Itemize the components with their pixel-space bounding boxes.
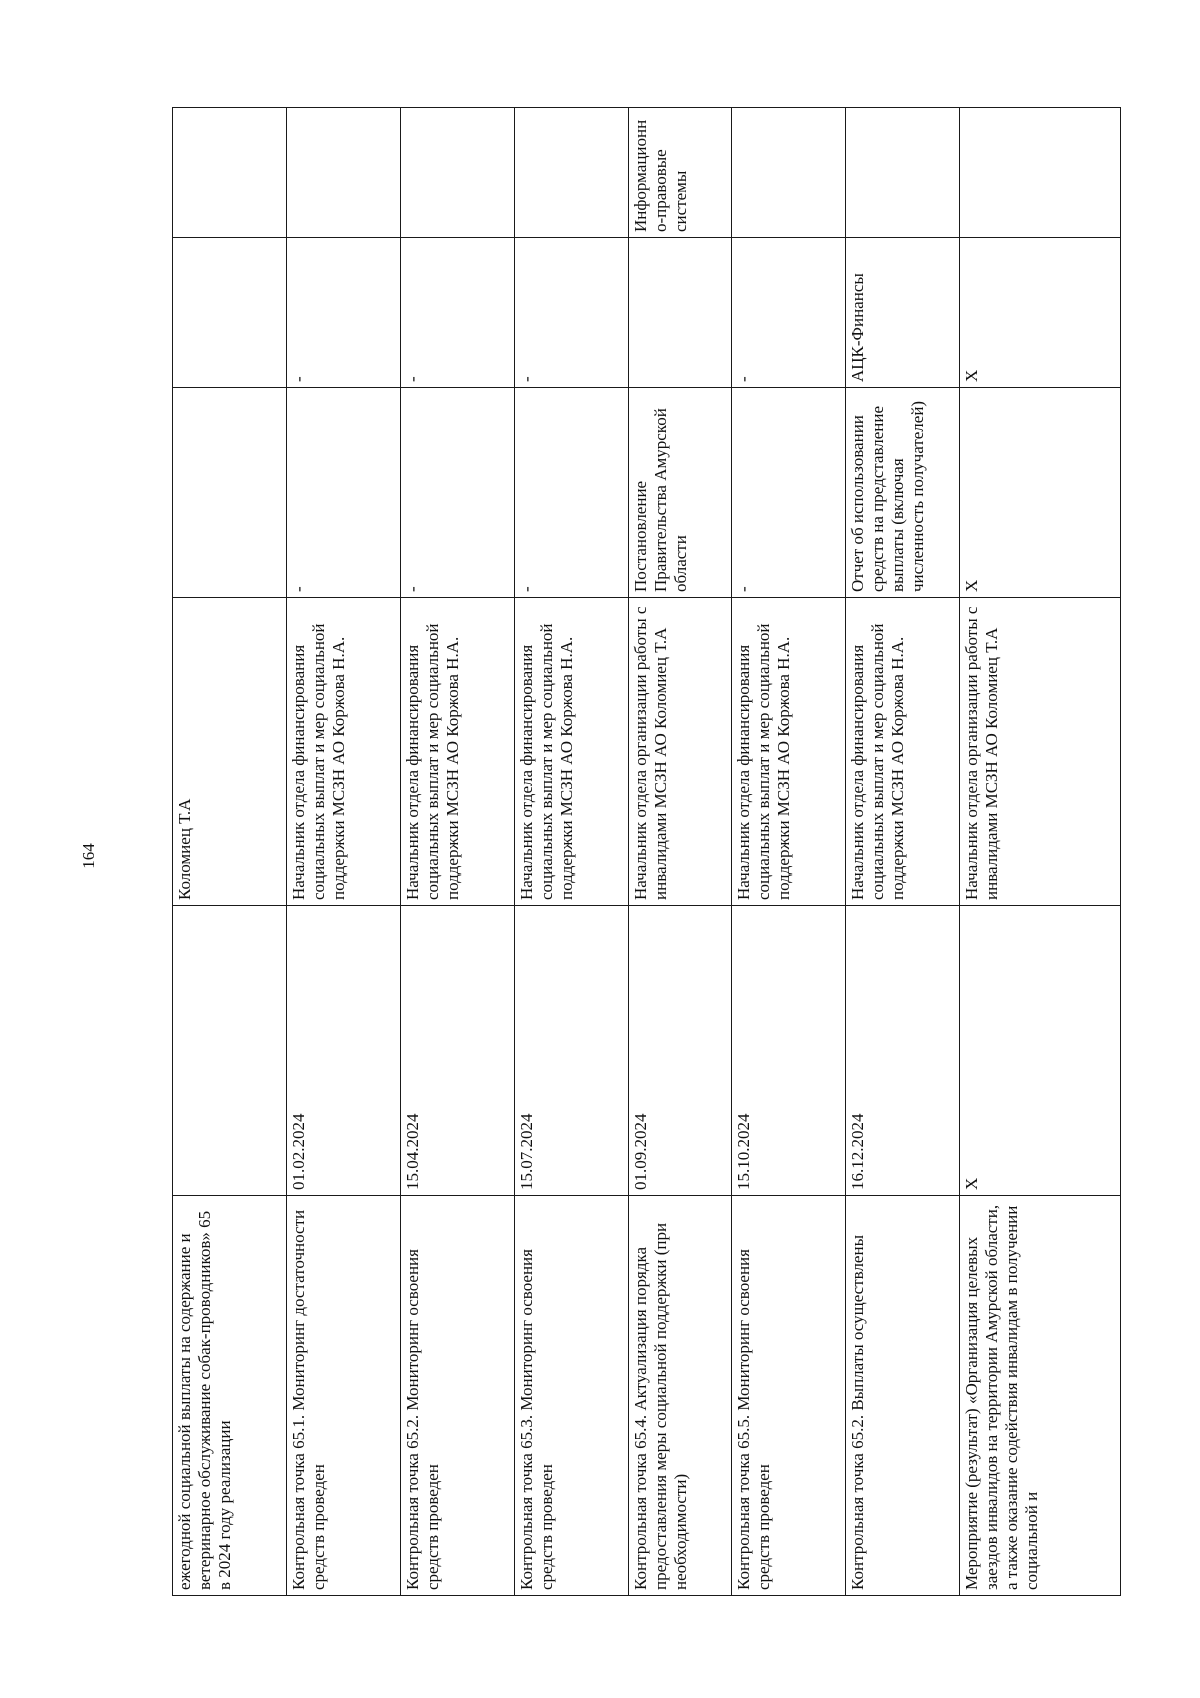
- cell-name: Контрольная точка 65.1. Мониторинг достаточности средств проведен: [287, 1196, 401, 1596]
- table-row: [173, 108, 287, 1596]
- cell-system: [732, 108, 846, 238]
- cell-blank: -: [732, 238, 846, 388]
- rotated-table-container: [172, 108, 1120, 1596]
- cell-responsible: Начальник отдела финансирования социальных выплат и мер социальной поддержки МСЗН АО Коржова Н.А.: [846, 598, 960, 906]
- table-row: [401, 108, 515, 1596]
- cell-blank: -: [287, 238, 401, 388]
- cell-document: Х: [960, 388, 1121, 598]
- cell-date: 15.07.2024: [515, 906, 629, 1196]
- cell-document: -: [732, 388, 846, 598]
- cell-date: [173, 906, 287, 1196]
- cell-responsible: Начальник отдела организации работы с инвалидами МСЗН АО Коломиец Т.А: [960, 598, 1121, 906]
- cell-name: Контрольная точка 65.4. Актуализация порядка предоставления меры социальной поддержки (при необходимости): [629, 1196, 732, 1596]
- cell-document: Постановление Правительства Амурской области: [629, 388, 732, 598]
- cell-blank: [629, 238, 732, 388]
- cell-system: [401, 108, 515, 238]
- cell-name: Контрольная точка 65.2. Мониторинг освоения средств проведен: [401, 1196, 515, 1596]
- cell-date: 01.09.2024: [629, 906, 732, 1196]
- table-row: [515, 108, 629, 1596]
- table-row: [629, 108, 732, 1596]
- cell-responsible: Коломиец Т.А: [173, 598, 287, 906]
- cell-date: 15.04.2024: [401, 906, 515, 1196]
- cell-blank: -: [401, 238, 515, 388]
- cell-responsible: Начальник отдела финансирования социальных выплат и мер социальной поддержки МСЗН АО Коржова Н.А.: [287, 598, 401, 906]
- cell-document: -: [401, 388, 515, 598]
- cell-blank: -: [515, 238, 629, 388]
- cell-responsible: Начальник отдела финансирования социальных выплат и мер социальной поддержки МСЗН АО Коржова Н.А.: [515, 598, 629, 906]
- cell-responsible: Начальник отдела финансирования социальных выплат и мер социальной поддержки МСЗН АО Коржова Н.А.: [732, 598, 846, 906]
- cell-name: Контрольная точка 65.5. Мониторинг освоения средств проведен: [732, 1196, 846, 1596]
- cell-name: Контрольная точка 65.3. Мониторинг освоения средств проведен: [515, 1196, 629, 1596]
- cell-system: [515, 108, 629, 238]
- cell-blank: [173, 238, 287, 388]
- control-points-table: [172, 107, 1121, 1596]
- cell-date: 15.10.2024: [732, 906, 846, 1196]
- cell-system: [173, 108, 287, 238]
- cell-system: [960, 108, 1121, 238]
- cell-blank: Х: [960, 238, 1121, 388]
- cell-responsible: Начальник отдела финансирования социальных выплат и мер социальной поддержки МСЗН АО Коржова Н.А.: [401, 598, 515, 906]
- table-row: [846, 108, 960, 1596]
- cell-system: [846, 108, 960, 238]
- table-row: [732, 108, 846, 1596]
- cell-document: [173, 388, 287, 598]
- cell-name: Мероприятие (результат) «Организация целевых заездов инвалидов на территории Амурской области, а также оказание содействия инвалидам в получении социальной и: [960, 1196, 1121, 1596]
- cell-date: 01.02.2024: [287, 906, 401, 1196]
- cell-name: ежегодной социальной выплаты на содержание и ветеринарное обслуживание собак-проводников» 65 в 2024 году реализации: [173, 1196, 287, 1596]
- cell-date: 16.12.2024: [846, 906, 960, 1196]
- table-row: [287, 108, 401, 1596]
- page-number: 164: [79, 843, 98, 869]
- cell-document: Отчет об использовании средств на представление выплаты (включая численность получателей): [846, 388, 960, 598]
- cell-date: Х: [960, 906, 1121, 1196]
- cell-system: [287, 108, 401, 238]
- cell-blank: АЦК-Финансы: [846, 238, 960, 388]
- cell-name: Контрольная точка 65.2. Выплаты осуществлены: [846, 1196, 960, 1596]
- cell-document: -: [515, 388, 629, 598]
- cell-responsible: Начальник отдела организации работы с инвалидами МСЗН АО Коломиец Т.А: [629, 598, 732, 906]
- cell-document: -: [287, 388, 401, 598]
- table-row: [960, 108, 1121, 1596]
- cell-system: Информационн о-правовые системы: [629, 108, 732, 238]
